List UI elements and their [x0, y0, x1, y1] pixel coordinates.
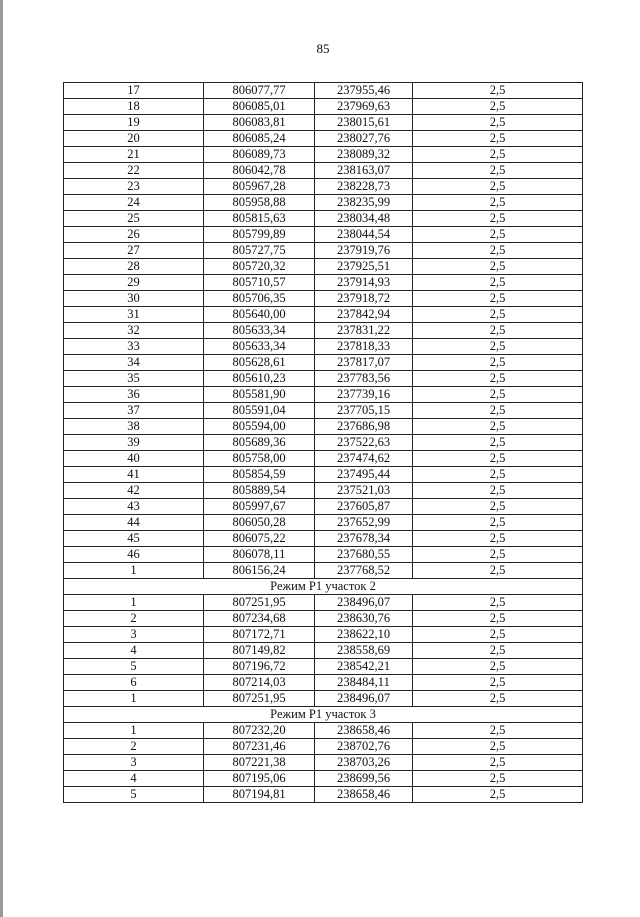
table-row: [64, 515, 583, 531]
point-number-cell: 22: [64, 163, 204, 179]
y-coordinate-cell: 238027,76: [315, 131, 413, 147]
y-coordinate-cell: 237739,16: [315, 387, 413, 403]
x-coordinate-cell: 806077,77: [204, 83, 315, 99]
point-number-cell: 3: [64, 755, 204, 771]
table-row: [64, 307, 583, 323]
x-coordinate-cell: 806075,22: [204, 531, 315, 547]
accuracy-cell: 2,5: [413, 563, 583, 579]
x-coordinate-cell: 806156,24: [204, 563, 315, 579]
table-row: [64, 563, 583, 579]
table-row: [64, 691, 583, 707]
y-coordinate-cell: 237842,94: [315, 307, 413, 323]
y-coordinate-cell: 237955,46: [315, 83, 413, 99]
point-number-cell: 31: [64, 307, 204, 323]
x-coordinate-cell: 805706,35: [204, 291, 315, 307]
table-row: [64, 163, 583, 179]
x-coordinate-cell: 805610,23: [204, 371, 315, 387]
accuracy-cell: 2,5: [413, 355, 583, 371]
y-coordinate-cell: 238163,07: [315, 163, 413, 179]
accuracy-cell: 2,5: [413, 275, 583, 291]
accuracy-cell: 2,5: [413, 611, 583, 627]
y-coordinate-cell: 238044,54: [315, 227, 413, 243]
point-number-cell: 38: [64, 419, 204, 435]
y-coordinate-cell: 238228,73: [315, 179, 413, 195]
y-coordinate-cell: 238496,07: [315, 691, 413, 707]
y-coordinate-cell: 237474,62: [315, 451, 413, 467]
y-coordinate-cell: 237914,93: [315, 275, 413, 291]
accuracy-cell: 2,5: [413, 643, 583, 659]
accuracy-cell: 2,5: [413, 739, 583, 755]
point-number-cell: 24: [64, 195, 204, 211]
point-number-cell: 45: [64, 531, 204, 547]
point-number-cell: 42: [64, 483, 204, 499]
point-number-cell: 2: [64, 739, 204, 755]
point-number-cell: 44: [64, 515, 204, 531]
x-coordinate-cell: 807214,03: [204, 675, 315, 691]
x-coordinate-cell: 807231,46: [204, 739, 315, 755]
point-number-cell: 6: [64, 675, 204, 691]
table-row: [64, 291, 583, 307]
x-coordinate-cell: 805727,75: [204, 243, 315, 259]
x-coordinate-cell: 805799,89: [204, 227, 315, 243]
point-number-cell: 28: [64, 259, 204, 275]
table-row: [64, 547, 583, 563]
accuracy-cell: 2,5: [413, 499, 583, 515]
point-number-cell: 46: [64, 547, 204, 563]
accuracy-cell: 2,5: [413, 515, 583, 531]
point-number-cell: 23: [64, 179, 204, 195]
y-coordinate-cell: 237919,76: [315, 243, 413, 259]
y-coordinate-cell: 238703,26: [315, 755, 413, 771]
point-number-cell: 30: [64, 291, 204, 307]
accuracy-cell: 2,5: [413, 531, 583, 547]
accuracy-cell: 2,5: [413, 723, 583, 739]
table-row: [64, 531, 583, 547]
table-row: [64, 643, 583, 659]
point-number-cell: 2: [64, 611, 204, 627]
point-number-cell: 17: [64, 83, 204, 99]
x-coordinate-cell: 805758,00: [204, 451, 315, 467]
table-row: [64, 403, 583, 419]
point-number-cell: 27: [64, 243, 204, 259]
section-title: Режим Р1 участок 3: [64, 707, 583, 723]
y-coordinate-cell: 237925,51: [315, 259, 413, 275]
x-coordinate-cell: 806078,11: [204, 547, 315, 563]
y-coordinate-cell: 238622,10: [315, 627, 413, 643]
x-coordinate-cell: 807251,95: [204, 595, 315, 611]
x-coordinate-cell: 805591,04: [204, 403, 315, 419]
coordinates-table-body: [64, 83, 583, 803]
page-number: 85: [316, 41, 330, 56]
y-coordinate-cell: 238484,11: [315, 675, 413, 691]
point-number-cell: 21: [64, 147, 204, 163]
accuracy-cell: 2,5: [413, 403, 583, 419]
y-coordinate-cell: 238699,56: [315, 771, 413, 787]
table-row: [64, 195, 583, 211]
x-coordinate-cell: 807172,71: [204, 627, 315, 643]
y-coordinate-cell: 237817,07: [315, 355, 413, 371]
accuracy-cell: 2,5: [413, 291, 583, 307]
accuracy-cell: 2,5: [413, 323, 583, 339]
point-number-cell: 36: [64, 387, 204, 403]
table-row: [64, 387, 583, 403]
x-coordinate-cell: 805640,00: [204, 307, 315, 323]
point-number-cell: 3: [64, 627, 204, 643]
y-coordinate-cell: 237783,56: [315, 371, 413, 387]
x-coordinate-cell: 807232,20: [204, 723, 315, 739]
section-title: Режим Р1 участок 2: [64, 579, 583, 595]
point-number-cell: 1: [64, 691, 204, 707]
point-number-cell: 20: [64, 131, 204, 147]
y-coordinate-cell: 237831,22: [315, 323, 413, 339]
table-row: [64, 611, 583, 627]
table-row: [64, 755, 583, 771]
accuracy-cell: 2,5: [413, 147, 583, 163]
accuracy-cell: 2,5: [413, 755, 583, 771]
x-coordinate-cell: 805720,32: [204, 259, 315, 275]
point-number-cell: 4: [64, 643, 204, 659]
table-row: [64, 499, 583, 515]
y-coordinate-cell: 237686,98: [315, 419, 413, 435]
accuracy-cell: 2,5: [413, 307, 583, 323]
accuracy-cell: 2,5: [413, 419, 583, 435]
x-coordinate-cell: 806042,78: [204, 163, 315, 179]
x-coordinate-cell: 807251,95: [204, 691, 315, 707]
point-number-cell: 34: [64, 355, 204, 371]
y-coordinate-cell: 238702,76: [315, 739, 413, 755]
table-row: [64, 83, 583, 99]
point-number-cell: 39: [64, 435, 204, 451]
y-coordinate-cell: 238034,48: [315, 211, 413, 227]
table-row: [64, 723, 583, 739]
accuracy-cell: 2,5: [413, 595, 583, 611]
point-number-cell: 19: [64, 115, 204, 131]
point-number-cell: 43: [64, 499, 204, 515]
x-coordinate-cell: 805967,28: [204, 179, 315, 195]
accuracy-cell: 2,5: [413, 659, 583, 675]
y-coordinate-cell: 237605,87: [315, 499, 413, 515]
table-row: [64, 451, 583, 467]
x-coordinate-cell: 805815,63: [204, 211, 315, 227]
x-coordinate-cell: 806083,81: [204, 115, 315, 131]
x-coordinate-cell: 805633,34: [204, 323, 315, 339]
x-coordinate-cell: 805594,00: [204, 419, 315, 435]
table-row: [64, 275, 583, 291]
point-number-cell: 18: [64, 99, 204, 115]
y-coordinate-cell: 237768,52: [315, 563, 413, 579]
accuracy-cell: 2,5: [413, 691, 583, 707]
accuracy-cell: 2,5: [413, 83, 583, 99]
table-row: [64, 115, 583, 131]
x-coordinate-cell: 805958,88: [204, 195, 315, 211]
y-coordinate-cell: 237818,33: [315, 339, 413, 355]
x-coordinate-cell: 806085,01: [204, 99, 315, 115]
accuracy-cell: 2,5: [413, 115, 583, 131]
table-row: [64, 179, 583, 195]
x-coordinate-cell: 807194,81: [204, 787, 315, 803]
y-coordinate-cell: 238089,32: [315, 147, 413, 163]
accuracy-cell: 2,5: [413, 483, 583, 499]
y-coordinate-cell: 237521,03: [315, 483, 413, 499]
table-row: [64, 675, 583, 691]
point-number-cell: 5: [64, 787, 204, 803]
table-row: [64, 771, 583, 787]
table-row: [64, 339, 583, 355]
accuracy-cell: 2,5: [413, 99, 583, 115]
point-number-cell: 33: [64, 339, 204, 355]
table-row: [64, 435, 583, 451]
accuracy-cell: 2,5: [413, 243, 583, 259]
accuracy-cell: 2,5: [413, 467, 583, 483]
accuracy-cell: 2,5: [413, 163, 583, 179]
y-coordinate-cell: 238496,07: [315, 595, 413, 611]
y-coordinate-cell: 237652,99: [315, 515, 413, 531]
point-number-cell: 5: [64, 659, 204, 675]
point-number-cell: 26: [64, 227, 204, 243]
section-header-row: [64, 707, 583, 723]
accuracy-cell: 2,5: [413, 371, 583, 387]
y-coordinate-cell: 238542,21: [315, 659, 413, 675]
accuracy-cell: 2,5: [413, 131, 583, 147]
coordinates-table: [63, 82, 583, 803]
y-coordinate-cell: 237495,44: [315, 467, 413, 483]
table-row: [64, 323, 583, 339]
accuracy-cell: 2,5: [413, 451, 583, 467]
y-coordinate-cell: 237705,15: [315, 403, 413, 419]
accuracy-cell: 2,5: [413, 547, 583, 563]
point-number-cell: 25: [64, 211, 204, 227]
x-coordinate-cell: 806050,28: [204, 515, 315, 531]
table-row: [64, 627, 583, 643]
y-coordinate-cell: 238015,61: [315, 115, 413, 131]
x-coordinate-cell: 807196,72: [204, 659, 315, 675]
table-row: [64, 595, 583, 611]
x-coordinate-cell: 807221,38: [204, 755, 315, 771]
y-coordinate-cell: 237969,63: [315, 99, 413, 115]
table-row: [64, 355, 583, 371]
x-coordinate-cell: 805889,54: [204, 483, 315, 499]
accuracy-cell: 2,5: [413, 211, 583, 227]
x-coordinate-cell: 805633,34: [204, 339, 315, 355]
accuracy-cell: 2,5: [413, 675, 583, 691]
y-coordinate-cell: 238558,69: [315, 643, 413, 659]
point-number-cell: 40: [64, 451, 204, 467]
x-coordinate-cell: 807149,82: [204, 643, 315, 659]
x-coordinate-cell: 806089,73: [204, 147, 315, 163]
point-number-cell: 1: [64, 595, 204, 611]
x-coordinate-cell: 806085,24: [204, 131, 315, 147]
table-row: [64, 227, 583, 243]
accuracy-cell: 2,5: [413, 179, 583, 195]
y-coordinate-cell: 237522,63: [315, 435, 413, 451]
y-coordinate-cell: 237680,55: [315, 547, 413, 563]
accuracy-cell: 2,5: [413, 387, 583, 403]
accuracy-cell: 2,5: [413, 771, 583, 787]
accuracy-cell: 2,5: [413, 259, 583, 275]
table-row: [64, 131, 583, 147]
y-coordinate-cell: 238630,76: [315, 611, 413, 627]
x-coordinate-cell: 805581,90: [204, 387, 315, 403]
point-number-cell: 32: [64, 323, 204, 339]
x-coordinate-cell: 805710,57: [204, 275, 315, 291]
y-coordinate-cell: 238235,99: [315, 195, 413, 211]
y-coordinate-cell: 237678,34: [315, 531, 413, 547]
point-number-cell: 1: [64, 563, 204, 579]
table-row: [64, 659, 583, 675]
x-coordinate-cell: 805628,61: [204, 355, 315, 371]
point-number-cell: 35: [64, 371, 204, 387]
y-coordinate-cell: 237918,72: [315, 291, 413, 307]
x-coordinate-cell: 805854,59: [204, 467, 315, 483]
section-header-row: [64, 579, 583, 595]
accuracy-cell: 2,5: [413, 227, 583, 243]
point-number-cell: 37: [64, 403, 204, 419]
table-row: [64, 483, 583, 499]
point-number-cell: 41: [64, 467, 204, 483]
table-row: [64, 147, 583, 163]
table-row: [64, 99, 583, 115]
point-number-cell: 1: [64, 723, 204, 739]
table-row: [64, 211, 583, 227]
table-row: [64, 243, 583, 259]
accuracy-cell: 2,5: [413, 339, 583, 355]
x-coordinate-cell: 807234,68: [204, 611, 315, 627]
table-row: [64, 787, 583, 803]
table-row: [64, 371, 583, 387]
table-row: [64, 259, 583, 275]
x-coordinate-cell: 805689,36: [204, 435, 315, 451]
x-coordinate-cell: 805997,67: [204, 499, 315, 515]
table-row: [64, 739, 583, 755]
point-number-cell: 4: [64, 771, 204, 787]
table-row: [64, 467, 583, 483]
accuracy-cell: 2,5: [413, 195, 583, 211]
accuracy-cell: 2,5: [413, 435, 583, 451]
table-row: [64, 419, 583, 435]
y-coordinate-cell: 238658,46: [315, 787, 413, 803]
y-coordinate-cell: 238658,46: [315, 723, 413, 739]
point-number-cell: 29: [64, 275, 204, 291]
accuracy-cell: 2,5: [413, 787, 583, 803]
accuracy-cell: 2,5: [413, 627, 583, 643]
x-coordinate-cell: 807195,06: [204, 771, 315, 787]
